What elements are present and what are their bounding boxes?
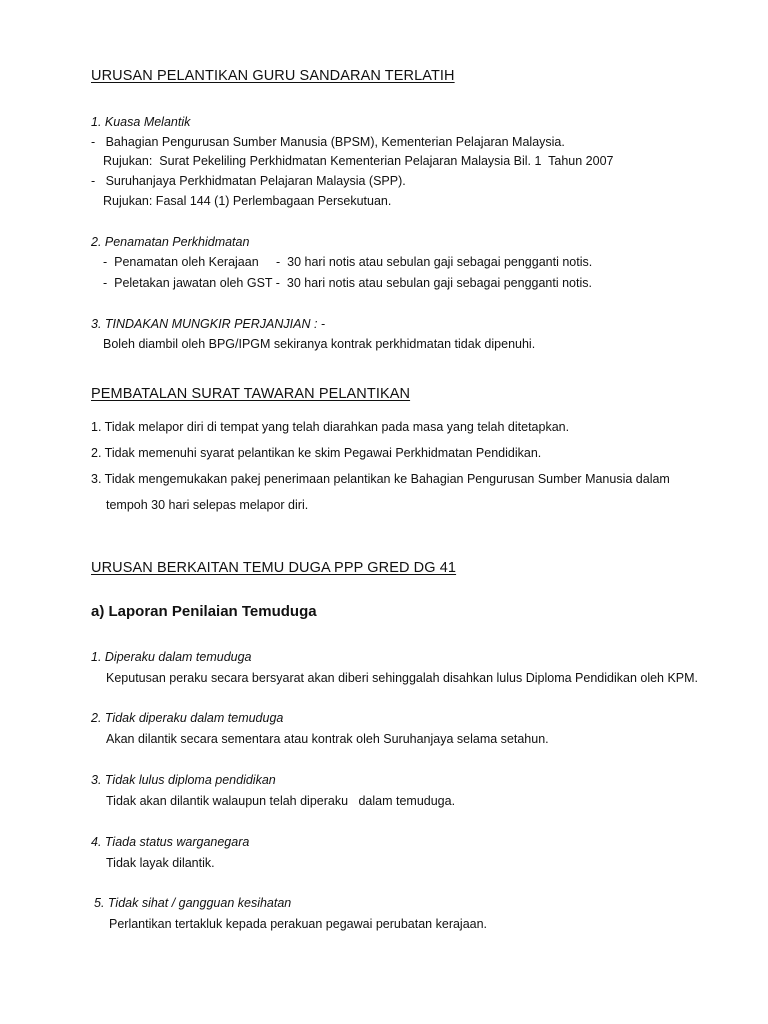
pembatalan-item-1: 1. Tidak melapor diri di tempat yang telah diarahkan pada masa yang telah ditetapkan. <box>91 420 570 434</box>
pembatalan-item-3-continued: tempoh 30 hari selepas melapor diri. <box>106 498 309 512</box>
heading-tidak-sihat: 5. Tidak sihat / gangguan kesihatan <box>94 896 292 910</box>
pembatalan-item-3: 3. Tidak mengemukakan pakej penerimaan pelantikan ke Bahagian Pengurusan Sumber Manusia dalam <box>91 472 670 486</box>
diperaku-text: Keputusan peraku secara bersyarat akan diberi sehinggalah disahkan lulus Diploma Pendidikan oleh KPM. <box>106 671 699 685</box>
heading-warganegara: 4. Tiada status warganegara <box>91 835 250 849</box>
subsection-title-laporan: a) Laporan Penilaian Temuduga <box>91 603 317 620</box>
page-title: URUSAN PELANTIKAN GURU SANDARAN TERLATIH <box>91 68 455 84</box>
heading-penamatan: 2. Penamatan Perkhidmatan <box>91 235 250 249</box>
warganegara-text: Tidak layak dilantik. <box>106 856 215 870</box>
heading-diperaku: 1. Diperaku dalam temuduga <box>91 650 252 664</box>
heading-tidak-diperaku: 2. Tidak diperaku dalam temuduga <box>91 711 284 725</box>
kuasa-item-1: - Bahagian Pengurusan Sumber Manusia (BPSM), Kementerian Pelajaran Malaysia. <box>91 135 565 149</box>
heading-tidak-lulus-diploma: 3. Tidak lulus diploma pendidikan <box>91 773 276 787</box>
section-title-temu-duga: URUSAN BERKAITAN TEMU DUGA PPP GRED DG 41 <box>91 560 457 576</box>
tindakan-text: Boleh diambil oleh BPG/IPGM sekiranya kontrak perkhidmatan tidak dipenuhi. <box>103 337 536 351</box>
tidak-lulus-diploma-text: Tidak akan dilantik walaupun telah diperaku dalam temuduga. <box>106 794 456 808</box>
kuasa-item-2: - Suruhanjaya Perkhidmatan Pelajaran Malaysia (SPP). <box>91 174 406 188</box>
kuasa-item-2-reference: Rujukan: Fasal 144 (1) Perlembagaan Persekutuan. <box>103 194 392 208</box>
pembatalan-item-2: 2. Tidak memenuhi syarat pelantikan ke skim Pegawai Perkhidmatan Pendidikan. <box>91 446 542 460</box>
section-title-pembatalan: PEMBATALAN SURAT TAWARAN PELANTIKAN <box>91 386 411 402</box>
penamatan-item-1: - Penamatan oleh Kerajaan - 30 hari notis atau sebulan gaji sebagai pengganti notis. <box>103 255 593 269</box>
heading-tindakan: 3. TINDAKAN MUNGKIR PERJANJIAN : - <box>91 317 326 331</box>
kuasa-item-1-reference: Rujukan: Surat Pekeliling Perkhidmatan Kementerian Pelajaran Malaysia Bil. 1 Tahun 2007 <box>103 154 614 168</box>
tidak-sihat-text: Perlantikan tertakluk kepada perakuan pegawai perubatan kerajaan. <box>109 917 488 931</box>
tidak-diperaku-text: Akan dilantik secara sementara atau kontrak oleh Suruhanjaya selama setahun. <box>106 732 549 746</box>
heading-kuasa-melantik: 1. Kuasa Melantik <box>91 115 191 129</box>
penamatan-item-2: - Peletakan jawatan oleh GST - 30 hari notis atau sebulan gaji sebagai pengganti notis. <box>103 276 592 290</box>
